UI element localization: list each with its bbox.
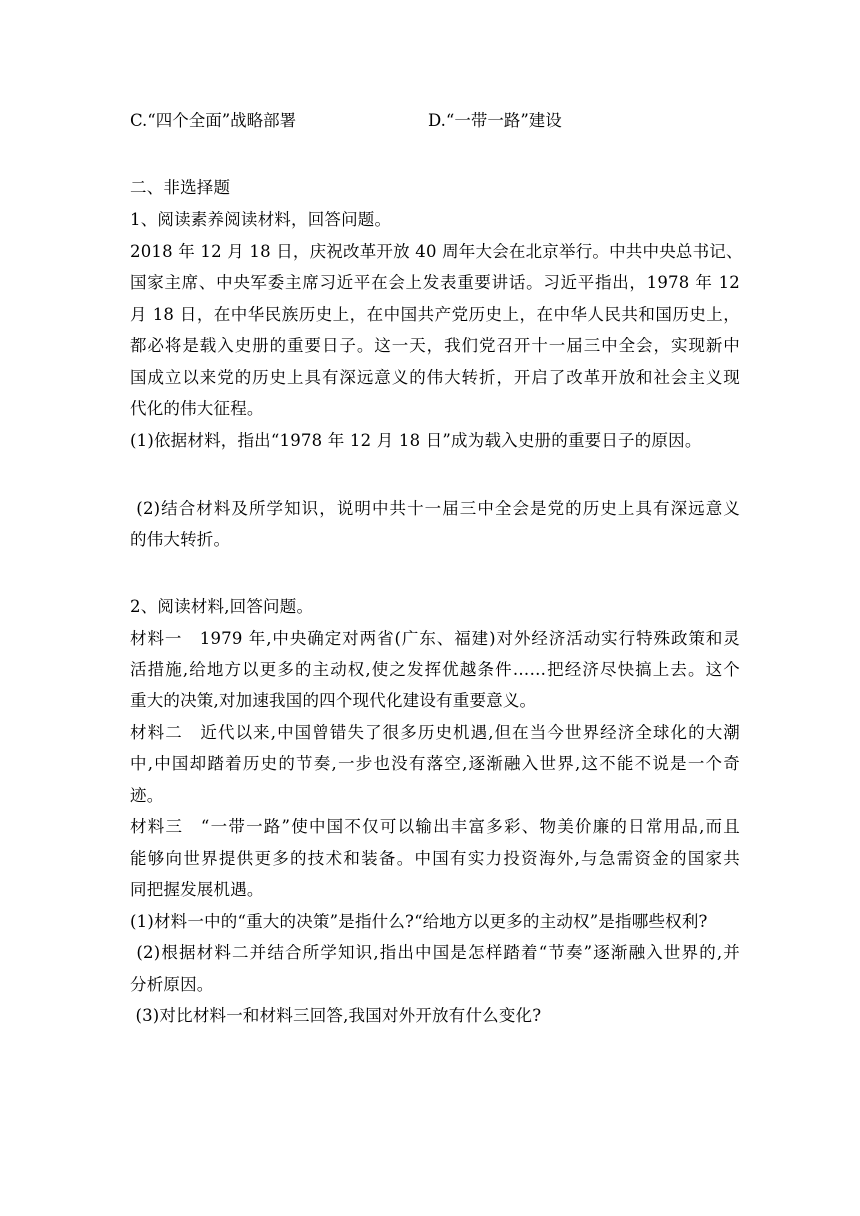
q1-material-line: 都必将是载入史册的重要日子。这一天，我们党召开十一届三中全会，实现新中: [130, 336, 740, 355]
q1-subquestion-2-line: (2)结合材料及所学知识，说明中共十一届三中全会是党的历史上具有深远意义: [130, 499, 740, 518]
q2-subquestion-3: (3)对比材料一和材料三回答,我国对外开放有什么变化?: [130, 1006, 542, 1025]
q2-material-3-line: 材料三 “一带一路”使中国不仅可以输出丰富多彩、物美价廉的日常用品,而且: [130, 817, 740, 836]
q2-heading: 2、阅读材料,回答问题。: [130, 597, 314, 616]
q2-subquestion-2-line: (2)根据材料二并结合所学知识,指出中国是怎样踏着“节奏”逐渐融入世界的,并: [130, 943, 740, 962]
option-d: D.“一带一路”建设: [428, 111, 562, 130]
q2-material-2-line: 中,中国却踏着历史的节奏,一步也没有落空,逐渐融入世界,这不能不说是一个奇: [130, 754, 740, 773]
q2-subquestion-2-line: 分析原因。: [130, 975, 214, 994]
answer-options-row: [130, 110, 740, 134]
q2-material-2-line: 迹。: [130, 786, 164, 805]
q1-subquestion-2-line: 的伟大转折。: [130, 530, 231, 549]
q1-material-line: 国家主席、中央军委主席习近平在会上发表重要讲话。习近平指出，1978 年 12: [130, 273, 740, 292]
q1-heading: 1、阅读素养阅读材料，回答问题。: [130, 210, 392, 229]
q1-material-line: 2018 年 12 月 18 日，庆祝改革开放 40 周年大会在北京举行。中共中央总书记、: [130, 242, 743, 261]
q2-material-3-line: 同把握发展机遇。: [130, 880, 264, 899]
option-c: C.“四个全面”战略部署: [130, 111, 297, 130]
q1-subquestion-1: (1)依据材料，指出“1978 年 12 月 18 日”成为载入史册的重要日子的原因。: [130, 431, 702, 450]
q2-material-2-line: 材料二 近代以来,中国曾错失了很多历史机遇,但在当今世界经济全球化的大潮: [130, 723, 740, 742]
section-title: 二、非选择题: [130, 178, 231, 197]
q1-material-line: 代化的伟大征程。: [130, 399, 264, 418]
q2-material-1-line: 重大的决策,对加速我国的四个现代化建设有重要意义。: [130, 691, 537, 710]
q2-material-1-line: 材料一 1979 年,中央确定对两省(广东、福建)对外经济活动实行特殊政策和灵: [130, 629, 740, 648]
q2-subquestion-1: (1)材料一中的“重大的决策”是指什么?“给地方以更多的主动权”是指哪些权利?: [130, 912, 708, 931]
q1-material-line: 月 18 日，在中华民族历史上，在中国共产党历史上，在中华人民共和国历史上，: [130, 305, 740, 324]
q2-material-3-line: 能够向世界提供更多的技术和装备。中国有实力投资海外,与急需资金的国家共: [130, 849, 740, 868]
q2-material-1-line: 活措施,给地方以更多的主动权,使之发挥优越条件……把经济尽快搞上去。这个: [130, 660, 740, 679]
q1-material-line: 国成立以来党的历史上具有深远意义的伟大转折，开启了改革开放和社会主义现: [130, 368, 740, 387]
